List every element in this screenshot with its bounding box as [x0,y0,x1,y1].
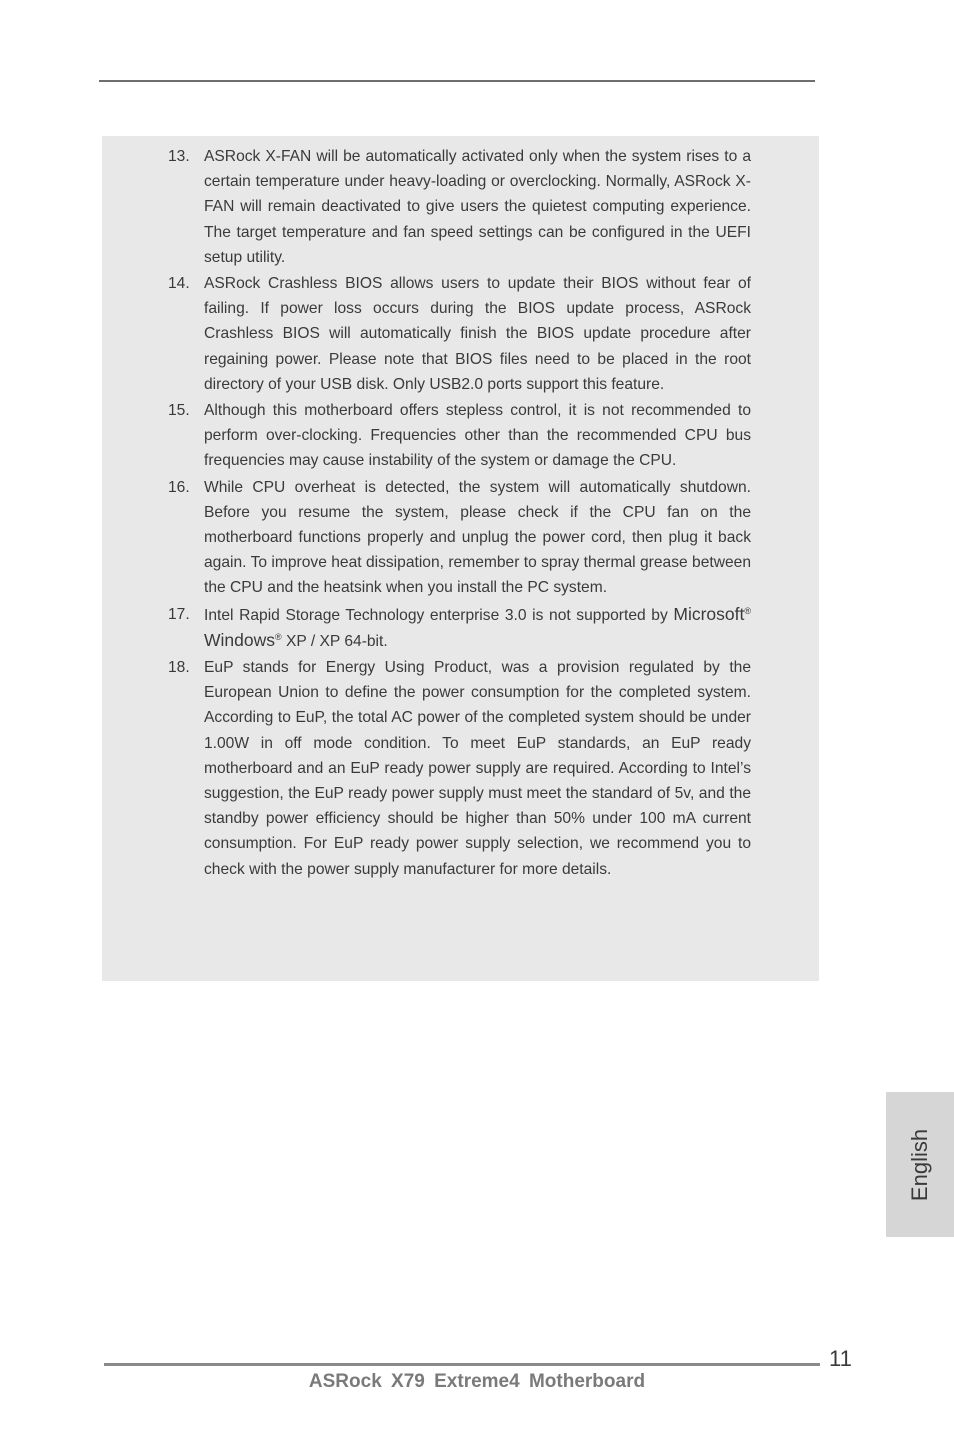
note-number: 16. [168,478,190,496]
note-text-part: Intel Rapid Storage Technology enterprise 3.0 is not supported by [204,606,674,624]
note-number: 14. [168,275,190,293]
note-text: EuP stands for Energy Using Product, was a provision regulated by the European Union to define the power consumption for the completed system. According to EuP, the total AC power of the completed system should be under 1.00W in off mode condition. To meet EuP standards, an EuP ready motherboard and an EuP ready power supply are required. According to Intel’s suggestion, the EuP ready power supply must meet the standard of 5v, and the standby power efficiency should be higher than 50% under 100 mA current consumption. For EuP ready power supply selection, we recommend you to check with the power supply manufacturer for more details. [204,659,751,878]
microsoft-word: Microsoft [673,603,745,624]
note-item [168,475,751,601]
note-text: Although this motherboard offers stepless control, it is not recommended to perform over-clocking. Frequencies other than the recommended CPU bus frequencies may cause instability of the system or damage the CPU. [204,402,751,470]
page-number: 11 [829,1346,852,1371]
note-number: 15. [168,402,190,420]
note-item [168,398,751,474]
note-item [168,271,751,397]
note-number: 13. [168,148,190,165]
note-number: 18. [168,659,190,677]
windows-word: Windows [204,629,275,650]
note-item [168,602,751,654]
registered-mark: ® [744,605,751,616]
footer-title: ASRock X79 Extreme4 Motherboard [308,1371,646,1392]
note-text [204,602,751,654]
note-text: While CPU overheat is detected, the system will automatically shutdown. Before you resume the system, please check if the CPU fan on the motherboard functions properly and unplug the power cord, then plug it back again. To improve heat dissipation, remember to spray thermal grease between the CPU and the heatsink when you install the PC system. [204,478,751,597]
note-text: ASRock X-FAN will be automatically activated only when the system rises to a certain temperature under heavy-loading or overclocking. Normally, ASRock X-FAN will remain deactivated to give users the quietest computing experience. The target temperature and fan speed settings can be configured in the UEFI setup utility. [204,148,751,266]
footer-rule [104,1363,820,1366]
note-text-part: XP / XP 64-bit. [281,632,388,650]
note-item [168,144,751,270]
language-label: English [907,1128,932,1201]
note-item [168,655,751,882]
header-rule [99,80,815,82]
note-number: 17. [168,605,190,623]
registered-mark: ® [275,631,282,642]
notes-list [168,144,751,883]
note-text: ASRock Crashless BIOS allows users to update their BIOS without fear of failing. If power loss occurs during the BIOS update process, ASRock Crashless BIOS will automatically finish the BIOS update procedure after regaining power. Please note that BIOS files need to be placed in the root directory of your USB disk. Only USB2.0 ports support this feature. [204,275,751,393]
language-tab [886,1092,954,1237]
